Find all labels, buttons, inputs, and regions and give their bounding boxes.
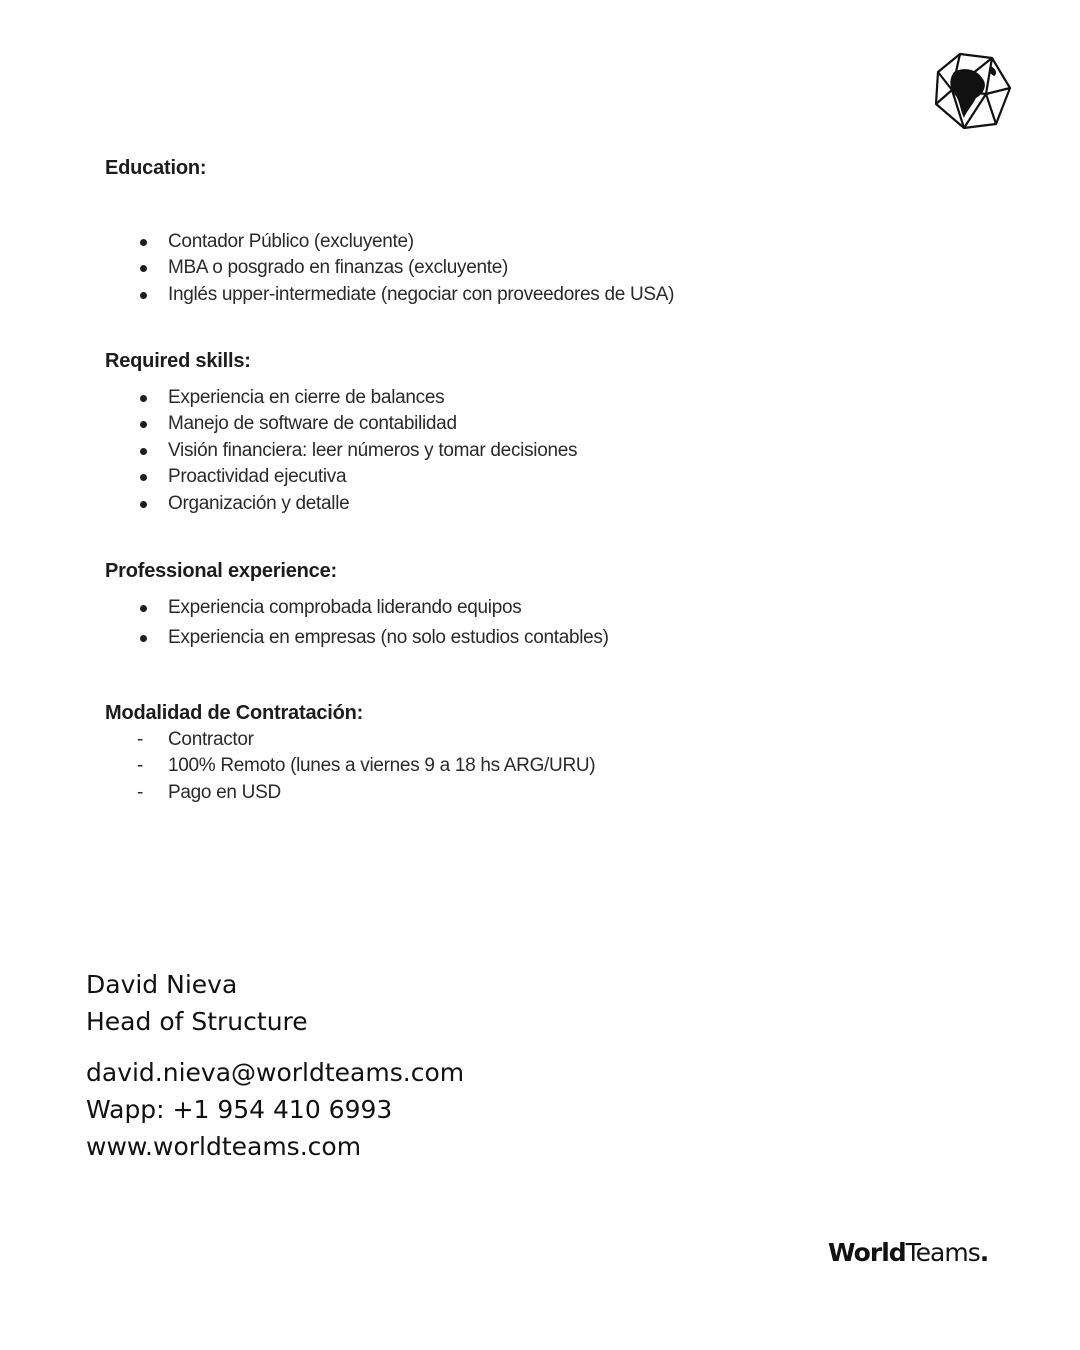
signature-name-block	[86, 966, 308, 1040]
professional-experience-list	[105, 595, 609, 652]
education-section	[105, 157, 674, 308]
bullet-icon	[140, 474, 147, 481]
list-item: Contador Público (excluyente)	[105, 229, 674, 255]
list-item: - Pago en USD	[105, 780, 595, 806]
bullet-icon	[140, 395, 147, 402]
list-item: - Contractor	[105, 727, 595, 753]
bullet-icon	[140, 605, 147, 612]
list-item: - 100% Remoto (lunes a viernes 9 a 18 hs ARG/URU)	[105, 753, 595, 779]
bullet-icon	[140, 265, 147, 272]
signature-role: Head of Structure	[86, 1007, 308, 1036]
professional-experience-section	[105, 560, 609, 652]
list-item: Experiencia en cierre de balances	[105, 385, 577, 411]
bullet-icon	[140, 292, 147, 299]
list-item: Visión financiera: leer números y tomar decisiones	[105, 438, 577, 464]
section-heading-education: Education:	[105, 157, 207, 179]
section-heading-required-skills: Required skills:	[105, 350, 251, 372]
section-heading-contract-mode: Modalidad de Contratación:	[105, 702, 364, 724]
section-heading-professional-experience: Professional experience:	[105, 560, 337, 582]
bullet-icon	[140, 421, 147, 428]
signature-website[interactable]: www.worldteams.com	[86, 1132, 362, 1161]
bullet-icon	[140, 501, 147, 508]
list-item: Inglés upper-intermediate (negociar con proveedores de USA)	[105, 282, 674, 308]
required-skills-section	[105, 350, 577, 517]
education-list	[105, 229, 674, 308]
bullet-icon	[140, 635, 147, 642]
brand-wordmark: WorldTeams.	[828, 1238, 989, 1267]
bullet-icon	[140, 448, 147, 455]
list-item: MBA o posgrado en finanzas (excluyente)	[105, 255, 674, 281]
signature-phone: Wapp: +1 954 410 6993	[86, 1095, 393, 1124]
list-item: Manejo de software de contabilidad	[105, 411, 577, 437]
contract-mode-section	[105, 702, 595, 806]
bullet-icon	[140, 239, 147, 246]
signature-contact-block	[86, 1054, 464, 1165]
globe-polyhedron-icon	[930, 50, 1012, 132]
contract-mode-list	[105, 727, 595, 806]
signature-name: David Nieva	[86, 970, 238, 999]
list-item: Experiencia comprobada liderando equipos	[105, 595, 609, 621]
dash-marker: -	[137, 729, 144, 750]
list-item: Organización y detalle	[105, 491, 577, 517]
dash-marker: -	[137, 781, 144, 803]
list-item: Experiencia en empresas (no solo estudios contables)	[105, 625, 609, 651]
dash-marker: -	[137, 755, 144, 777]
list-item: Proactividad ejecutiva	[105, 464, 577, 490]
required-skills-list	[105, 385, 577, 517]
signature-email[interactable]: david.nieva@worldteams.com	[86, 1058, 465, 1087]
